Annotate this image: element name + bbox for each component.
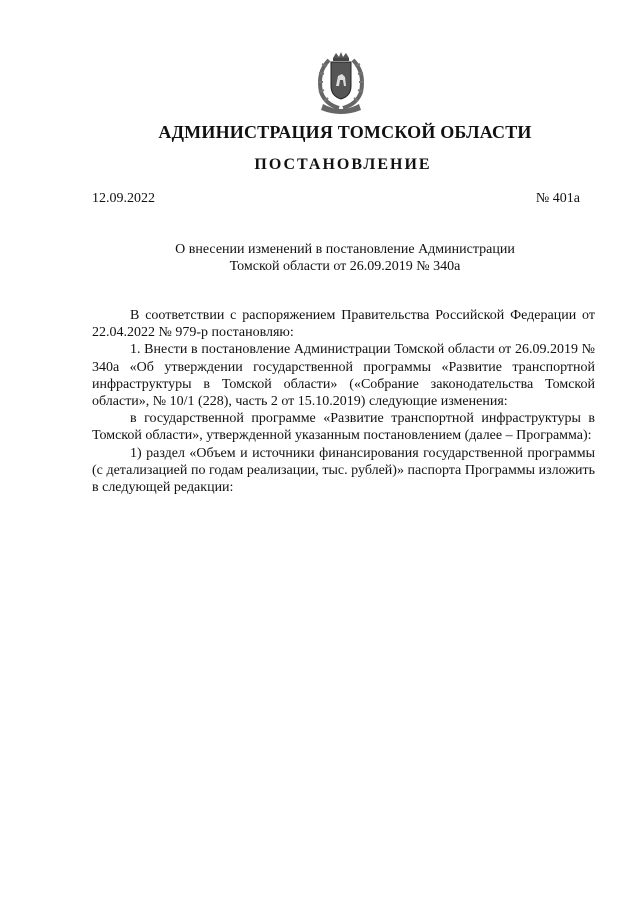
- body-paragraph: 1) раздел «Объем и источники финансирования государственной программы (с детализацией по годам реализации, тыс. рублей)» паспорта Программы изложить в следующей редакции:: [92, 445, 595, 496]
- coat-of-arms-icon: [305, 52, 377, 118]
- body-paragraph: В соответствии с распоряжением Правительства Российской Федерации от 22.04.2022 № 979-р постановляю:: [92, 308, 595, 341]
- organization-title: АДМИНИСТРАЦИЯ ТОМСКОЙ ОБЛАСТИ: [158, 122, 532, 142]
- body-paragraph: 1. Внести в постановление Администрации Томской области от 26.09.2019 № 340а «Об утверждении государственной программы «Развитие транспортной инфраструктуры в Томской области» («Собрание законодательства Томской области», № 10/1 (228), часть 2 от 15.10.2019) следующие изменения:: [92, 342, 595, 410]
- document-body: [92, 307, 595, 496]
- document-type: ПОСТАНОВЛЕНИЕ: [254, 156, 432, 173]
- document-number: № 401а: [535, 191, 580, 206]
- subject-line: Томской области от 26.09.2019 № 340а: [229, 259, 461, 274]
- body-paragraph: в государственной программе «Развитие транспортной инфраструктуры в Томской области», утвержденной указанным постановлением (далее – Программа):: [92, 411, 595, 444]
- document-date: 12.09.2022: [92, 191, 155, 206]
- subject-line: О внесении изменений в постановление Администрации: [175, 242, 515, 257]
- document-subject: [0, 241, 640, 275]
